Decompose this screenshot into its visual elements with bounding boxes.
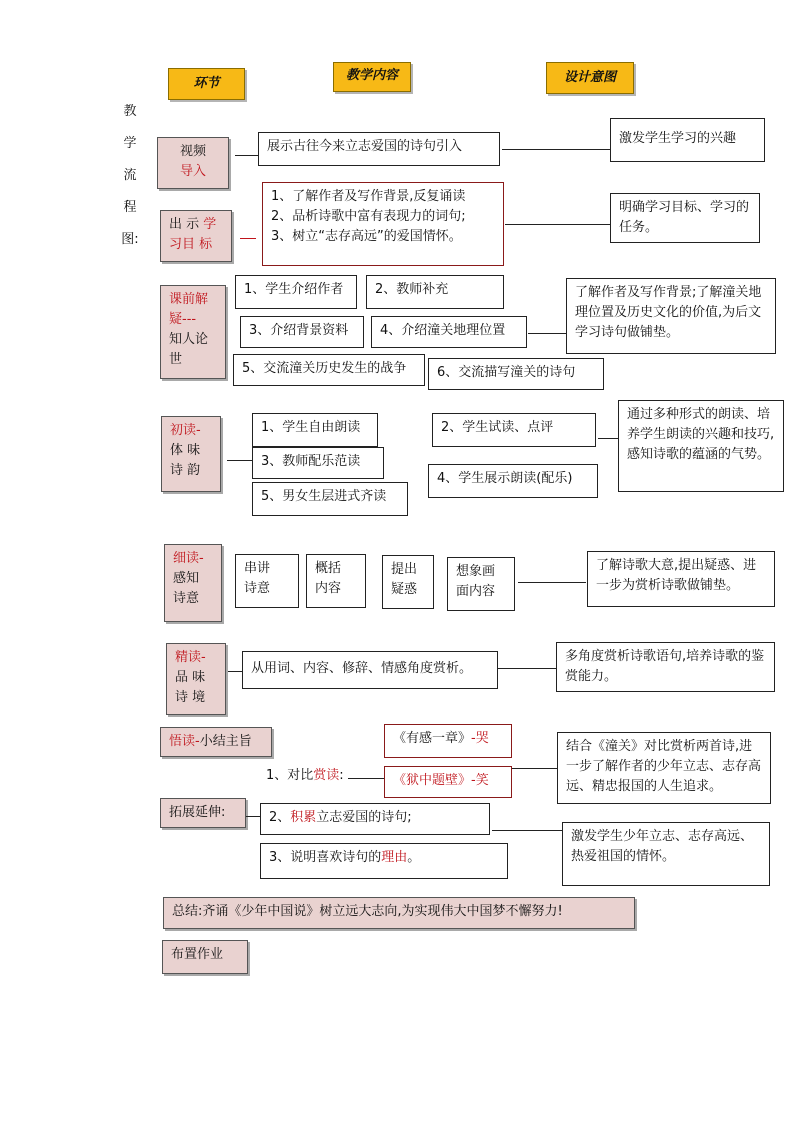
- content-goals: [262, 182, 504, 266]
- compare-c: :: [339, 768, 344, 783]
- stage-first-l1: 初读-: [170, 423, 201, 438]
- stage-careful-l3: 诗 境: [175, 690, 206, 705]
- connector: [505, 224, 610, 225]
- compare-a: 1、对比: [266, 768, 314, 783]
- detail-1-l1: 串讲: [244, 561, 271, 576]
- stage-careful: [166, 643, 226, 715]
- connector: [528, 333, 566, 334]
- content-pre-6: 6、交流描写潼关的诗句: [428, 358, 604, 390]
- side-title-char: 图:: [121, 232, 139, 247]
- stage-preview-l1: 课前解: [169, 292, 209, 307]
- detail-3-l2: 疑惑: [391, 582, 418, 597]
- side-title-char: 学: [123, 136, 137, 151]
- connector: [598, 438, 618, 439]
- stage-goal: [160, 210, 232, 262]
- connector: [228, 671, 242, 672]
- stage-video-l2: 导入: [179, 164, 206, 179]
- connector: [227, 460, 253, 461]
- intent-5: 了解诗歌大意,提出疑惑、进一步为赏析诗歌做铺垫。: [587, 551, 775, 607]
- homework: 布置作业: [162, 940, 248, 974]
- intent-6: 多角度赏析诗歌语句,培养诗歌的鉴赏能力。: [556, 642, 775, 692]
- stage-insight: [160, 727, 272, 757]
- content-read-4: 4、学生展示朗读(配乐): [428, 464, 598, 498]
- content-ext-1: [260, 803, 490, 835]
- stage-detail-l2: 感知: [173, 571, 200, 586]
- content-poem-2: [384, 766, 512, 798]
- content-pre-4: 4、介绍潼关地理位置: [371, 316, 527, 348]
- intent-3: 了解作者及写作背景;了解潼关地理位置及历史文化的价值,为后文学习诗句做铺垫。: [566, 278, 776, 354]
- stage-detail-l1: 细读-: [173, 551, 204, 566]
- header-content: 教学内容: [333, 62, 411, 92]
- content-pre-1: 1、学生介绍作者: [235, 275, 357, 309]
- ext-1-a: 2、: [269, 810, 291, 825]
- connector: [240, 238, 256, 239]
- content-detail-2: [306, 554, 366, 608]
- stage-detail: [164, 544, 222, 622]
- content-detail-4: [447, 557, 515, 611]
- ext-1-c: 立志爱国的诗句;: [316, 810, 412, 825]
- side-title: [120, 96, 140, 256]
- intent-4: 通过多种形式的朗读、培养学生朗读的兴趣和技巧,感知诗歌的蕴涵的气势。: [618, 400, 784, 492]
- content-pre-5: 5、交流潼关历史发生的战争: [233, 354, 425, 386]
- summary-bar: 总结:齐诵《少年中国说》树立远大志向,为实现伟大中国梦不懈努力!: [163, 897, 635, 929]
- detail-3-l1: 提出: [391, 562, 418, 577]
- stage-preview-l3: 知人论: [169, 332, 209, 347]
- stage-first-l3: 诗 韵: [170, 463, 201, 478]
- compare-b: 赏读: [313, 768, 340, 783]
- connector: [492, 830, 562, 831]
- intent-8: 激发学生少年立志、志存高远、热爱祖国的情怀。: [562, 822, 770, 886]
- content-pre-2: 2、教师补充: [366, 275, 504, 309]
- header-stage: 环节: [168, 68, 245, 100]
- content-ext-2: [260, 843, 508, 879]
- intent-2: 明确学习目标、学习的任务。: [610, 193, 760, 243]
- stage-video: [157, 137, 229, 189]
- stage-preview: [160, 285, 226, 379]
- connector: [502, 149, 610, 150]
- stage-goal-p3: 习目 标: [169, 237, 213, 252]
- goal-item: 2、品析诗歌中富有表现力的词句;: [271, 209, 466, 224]
- ext-2-c: 。: [407, 850, 421, 865]
- content-detail-3: [382, 555, 434, 609]
- stage-goal-p2: 学: [203, 217, 217, 232]
- side-title-char: 程: [123, 200, 137, 215]
- content-pre-3: 3、介绍背景资料: [240, 316, 364, 348]
- content-video-intro: 展示古往今来立志爱国的诗句引入: [258, 132, 500, 166]
- side-title-char: 流: [123, 168, 137, 183]
- intent-1: 激发学生学习的兴趣: [610, 118, 765, 162]
- content-careful: 从用词、内容、修辞、情感角度赏析。: [242, 651, 498, 689]
- stage-first-l2: 体 味: [170, 443, 201, 458]
- stage-detail-l3: 诗意: [173, 591, 200, 606]
- ext-1-b: 积累: [290, 810, 317, 825]
- content-detail-1: [235, 554, 299, 608]
- content-read-2: 2、学生试读、点评: [432, 413, 596, 447]
- poem-2-title: 《狱中题壁》: [393, 773, 472, 788]
- content-compare: [258, 762, 354, 796]
- stage-goal-p1: 出 示: [169, 217, 204, 232]
- stage-preview-l4: 世: [169, 352, 183, 367]
- stage-preview-l2: 疑---: [169, 312, 197, 327]
- stage-extend: 拓展延伸:: [160, 798, 246, 828]
- ext-2-b: 理由: [381, 850, 408, 865]
- stage-insight-p1: 悟读-: [169, 734, 200, 749]
- content-read-5: 5、男女生层进式齐读: [252, 482, 408, 516]
- header-intent: 设计意图: [546, 62, 634, 94]
- connector: [348, 778, 384, 779]
- stage-video-l1: 视频: [179, 144, 206, 159]
- detail-2-l1: 概括: [315, 561, 342, 576]
- detail-4-l1: 想象画: [456, 564, 496, 579]
- connector: [235, 155, 259, 156]
- side-title-char: 教: [123, 104, 137, 119]
- connector: [512, 768, 558, 769]
- connector: [246, 816, 260, 817]
- goal-item: 1、了解作者及写作背景,反复诵读: [271, 189, 466, 204]
- detail-4-l2: 面内容: [456, 584, 496, 599]
- stage-careful-l1: 精读-: [175, 650, 206, 665]
- poem-2-mood: -笑: [471, 773, 489, 788]
- detail-1-l2: 诗意: [244, 581, 271, 596]
- detail-2-l2: 内容: [315, 581, 342, 596]
- poem-1-mood: -哭: [471, 731, 489, 746]
- connector: [498, 668, 556, 669]
- poem-1-title: 《有感一章》: [393, 731, 472, 746]
- ext-2-a: 3、说明喜欢诗句的: [269, 850, 382, 865]
- stage-first: [161, 416, 221, 492]
- goal-item: 3、树立“志存高远”的爱国情怀。: [271, 229, 462, 244]
- content-read-1: 1、学生自由朗读: [252, 413, 378, 447]
- intent-7: 结合《潼关》对比赏析两首诗,进一步了解作者的少年立志、志存高远、精忠报国的人生追求。: [557, 732, 771, 804]
- stage-careful-l2: 品 味: [175, 670, 206, 685]
- connector: [518, 582, 586, 583]
- stage-insight-p2: 小结主旨: [199, 734, 252, 749]
- content-poem-1: [384, 724, 512, 758]
- content-read-3: 3、教师配乐范读: [252, 447, 384, 479]
